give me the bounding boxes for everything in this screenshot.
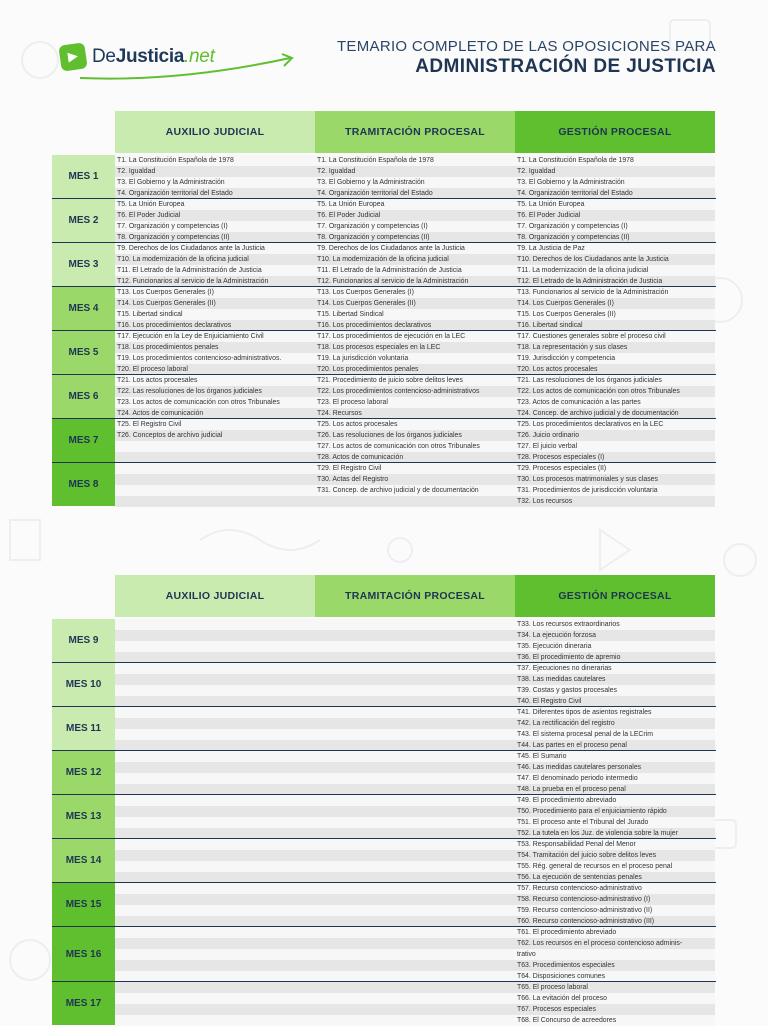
topic-cell: T61. El procedimiento abreviado <box>515 927 715 938</box>
topic-cell <box>115 1015 315 1026</box>
topic-cell <box>115 861 315 872</box>
topic-cell: T40. El Registro Civil <box>515 696 715 707</box>
table-row <box>115 850 715 861</box>
topic-cell: T23. Actos de comunicación a las partes <box>515 397 715 408</box>
topic-cell <box>315 806 515 817</box>
topic-cell: T22. Las resoluciones de los órganos judiciales <box>115 386 315 397</box>
topic-cell: T28. Actos de comunicación <box>315 452 515 463</box>
table-row <box>115 265 715 276</box>
topic-cell: T1. La Constitución Española de 1978 <box>115 155 315 166</box>
topic-cell: T19. La jurisdicción voluntaria <box>315 353 515 364</box>
topic-cell: T14. Los Cuerpos Generales (II) <box>315 298 515 309</box>
topic-cell: T24. Concep. de archivo judicial y de documentación <box>515 408 715 419</box>
column-header: TRAMITACIÓN PROCESAL <box>315 575 515 617</box>
topic-cell: T37. Ejecuciones no dinerarias <box>515 663 715 674</box>
topic-cell: T4. Organización territorial del Estado <box>315 188 515 199</box>
table-row <box>115 883 715 894</box>
month-separator <box>52 374 716 375</box>
topic-cell <box>115 982 315 993</box>
topic-cell: T32. Los recursos <box>515 496 715 507</box>
month-label: MES 17 <box>52 982 115 1025</box>
topic-cell <box>315 927 515 938</box>
topic-cell: T30. Los procesos matrimoniales y sus clases <box>515 474 715 485</box>
topic-cell: T24. Recursos <box>315 408 515 419</box>
topic-cell: T14. Los Cuerpos Generales (I) <box>515 298 715 309</box>
topic-cell: T8. Organización y competencias (II) <box>315 232 515 243</box>
topic-cell: T26. Conceptos de archivo judicial <box>115 430 315 441</box>
topic-cell: T28. Procesos especiales (I) <box>515 452 715 463</box>
topic-cell <box>115 850 315 861</box>
topic-cell: T11. La modernización de la oficina judicial <box>515 265 715 276</box>
topic-cell: T54. Tramitación del juicio sobre delitos leves <box>515 850 715 861</box>
topic-cell: T26. Juicio ordinario <box>515 430 715 441</box>
topic-cell: T13. Funcionarios al servicio de la Administración <box>515 287 715 298</box>
table-row <box>115 155 715 166</box>
topic-cell: T5. La Unión Europea <box>115 199 315 210</box>
table-row <box>115 729 715 740</box>
topic-cell: T12. El Letrado de la Administración de Justicia <box>515 276 715 287</box>
topic-cell: T24. Actos de comunicación <box>115 408 315 419</box>
topic-cell <box>315 993 515 1004</box>
table-row <box>115 630 715 641</box>
topic-cell: T49. El procedimiento abreviado <box>515 795 715 806</box>
topic-cell: T47. El denominado periodo intermedio <box>515 773 715 784</box>
topic-cell: T1. La Constitución Española de 1978 <box>515 155 715 166</box>
table-row <box>115 905 715 916</box>
topic-cell <box>315 674 515 685</box>
month-separator <box>52 198 716 199</box>
table-row <box>115 463 715 474</box>
topic-cell: T4. Organización territorial del Estado <box>115 188 315 199</box>
topic-cell: T5. La Unión Europea <box>515 199 715 210</box>
table-row <box>115 496 715 507</box>
month-separator <box>52 242 716 243</box>
topic-cell: T7. Organización y competencias (I) <box>515 221 715 232</box>
topic-cell: T5. La Unión Europea <box>315 199 515 210</box>
topic-cell: T15. Libertad sindical <box>115 309 315 320</box>
table-row <box>115 166 715 177</box>
topic-cell: T33. Los recursos extraordinarios <box>515 619 715 630</box>
topic-cell: T15. Los Cuerpos Generales (II) <box>515 309 715 320</box>
topic-cell: T2. Igualdad <box>515 166 715 177</box>
topic-cell: T3. El Gobierno y la Administración <box>315 177 515 188</box>
table-row <box>115 485 715 496</box>
topic-cell <box>315 663 515 674</box>
topic-cell <box>315 960 515 971</box>
topic-cell: T39. Costas y gastos procesales <box>515 685 715 696</box>
topic-cell <box>115 927 315 938</box>
topic-cell: T59. Recurso contencioso-administrativo (II) <box>515 905 715 916</box>
month-label: MES 6 <box>52 375 115 418</box>
table-row <box>115 795 715 806</box>
topic-cell: T63. Procedimientos especiales <box>515 960 715 971</box>
title-line-2: ADMINISTRACIÓN DE JUSTICIA <box>415 56 716 77</box>
topic-cell: T17. Ejecución en la Ley de Enjuiciamiento Civil <box>115 331 315 342</box>
topic-cell: T11. El Letrado de la Administración de Justicia <box>315 265 515 276</box>
topic-cell <box>115 1004 315 1015</box>
topic-cell: T52. La tutela en los Juz. de violencia sobre la mujer <box>515 828 715 839</box>
table-row <box>115 674 715 685</box>
month-label: MES 4 <box>52 287 115 330</box>
topic-cell: T35. Ejecución dineraria <box>515 641 715 652</box>
topic-cell: T13. Los Cuerpos Generales (I) <box>315 287 515 298</box>
topic-cell <box>115 663 315 674</box>
topic-cell <box>315 1015 515 1026</box>
month-label: MES 8 <box>52 463 115 506</box>
topic-cell: T55. Rég. general de recursos en el proceso penal <box>515 861 715 872</box>
column-header: GESTIÓN PROCESAL <box>515 575 715 617</box>
topic-cell <box>315 630 515 641</box>
month-label: MES 7 <box>52 419 115 462</box>
topic-cell <box>315 982 515 993</box>
topic-cell <box>315 795 515 806</box>
topic-cell: T22. Los procedimientos contencioso-administrativos <box>315 386 515 397</box>
topic-cell: T42. La rectificación del registro <box>515 718 715 729</box>
table-row <box>115 375 715 386</box>
title-line-1: TEMARIO COMPLETO DE LAS OPOSICIONES PARA <box>336 38 716 55</box>
table-row <box>115 177 715 188</box>
table-row <box>115 386 715 397</box>
topic-cell: T25. El Registro Civil <box>115 419 315 430</box>
topic-cell: T2. Igualdad <box>315 166 515 177</box>
topic-cell <box>315 938 515 949</box>
table-row <box>115 342 715 353</box>
topic-cell: T27. El juicio verbal <box>515 441 715 452</box>
table-row <box>115 663 715 674</box>
table-row <box>115 254 715 265</box>
topic-cell <box>115 938 315 949</box>
topic-cell: T9. Derechos de los Ciudadanos ante la Justicia <box>315 243 515 254</box>
topic-cell: T3. El Gobierno y la Administración <box>115 177 315 188</box>
topic-cell: T10. La modernización de la oficina judicial <box>315 254 515 265</box>
topic-cell: T20. El proceso laboral <box>115 364 315 375</box>
topic-cell: T25. Los procedimientos declarativos en la LEC <box>515 419 715 430</box>
month-label: MES 2 <box>52 199 115 242</box>
topic-cell: T68. El Concurso de acreedores <box>515 1015 715 1026</box>
topic-cell <box>315 496 515 507</box>
topic-cell <box>115 839 315 850</box>
topic-cell: trativo <box>515 949 715 960</box>
topic-cell: T12. Funcionarios al servicio de la Administración <box>315 276 515 287</box>
topic-cell: T43. El sistema procesal penal de la LECrim <box>515 729 715 740</box>
topic-cell: T8. Organización y competencias (II) <box>515 232 715 243</box>
topic-cell <box>315 894 515 905</box>
month-label: MES 11 <box>52 707 115 750</box>
topic-cell: T25. Los actos procesales <box>315 419 515 430</box>
topic-cell: T62. Los recursos en el proceso contencioso adminis- <box>515 938 715 949</box>
topic-cell: T15. Libertad Sindical <box>315 309 515 320</box>
topic-cell <box>115 474 315 485</box>
topic-cell <box>115 441 315 452</box>
month-label: MES 10 <box>52 663 115 706</box>
topic-cell <box>315 1004 515 1015</box>
topic-cell <box>315 641 515 652</box>
topic-cell <box>115 718 315 729</box>
topic-cell <box>315 850 515 861</box>
table-row <box>115 309 715 320</box>
topic-cell <box>115 619 315 630</box>
table-row <box>115 861 715 872</box>
table-row <box>115 806 715 817</box>
topic-cell <box>115 641 315 652</box>
table-row <box>115 221 715 232</box>
topic-cell: T11. El Letrado de la Administración de Justicia <box>115 265 315 276</box>
month-label: MES 1 <box>52 155 115 198</box>
topic-cell <box>115 485 315 496</box>
topic-cell: T21. Las resoluciones de los órganos judiciales <box>515 375 715 386</box>
topic-cell <box>115 707 315 718</box>
topic-cell <box>315 685 515 696</box>
table-row <box>115 949 715 960</box>
topic-cell: T18. La representación y sus clases <box>515 342 715 353</box>
table-row <box>115 331 715 342</box>
table-row <box>115 817 715 828</box>
topic-cell: T38. Las medidas cautelares <box>515 674 715 685</box>
month-label: MES 9 <box>52 619 115 662</box>
topic-cell: T14. Los Cuerpos Generales (II) <box>115 298 315 309</box>
topic-cell <box>115 795 315 806</box>
topic-cell <box>315 839 515 850</box>
topic-cell: T23. El proceso laboral <box>315 397 515 408</box>
table-row <box>115 894 715 905</box>
topic-cell: T31. Procedimientos de jurisdicción voluntaria <box>515 485 715 496</box>
topic-cell: T6. El Poder Judicial <box>515 210 715 221</box>
topic-cell <box>115 960 315 971</box>
table-row <box>115 938 715 949</box>
topic-cell <box>315 707 515 718</box>
month-label: MES 5 <box>52 331 115 374</box>
topic-cell: T6. El Poder Judicial <box>115 210 315 221</box>
column-header: AUXILIO JUDICIAL <box>115 575 315 617</box>
table-row <box>115 430 715 441</box>
topic-cell: T2. Igualdad <box>115 166 315 177</box>
topic-cell <box>315 718 515 729</box>
page-header <box>0 0 768 100</box>
topic-cell: T18. Los procedimientos penales <box>115 342 315 353</box>
topic-cell <box>115 894 315 905</box>
topic-cell: T31. Concep. de archivo judicial y de documentación <box>315 485 515 496</box>
topic-cell: T30. Actas del Registro <box>315 474 515 485</box>
topic-cell <box>115 674 315 685</box>
topic-cell: T9. Derechos de los Ciudadanos ante la Justicia <box>115 243 315 254</box>
topic-cell: T6. El Poder Judicial <box>315 210 515 221</box>
topic-cell <box>315 729 515 740</box>
topic-cell: T16. Los procedimientos declarativos <box>115 320 315 331</box>
month-separator <box>52 750 716 751</box>
topic-cell: T51. El proceso ante el Tribunal del Jurado <box>515 817 715 828</box>
topic-cell <box>115 496 315 507</box>
table-row <box>115 199 715 210</box>
topic-cell <box>315 861 515 872</box>
month-separator <box>52 706 716 707</box>
logo-text: DeJusticia.net <box>92 46 215 67</box>
table-row <box>115 397 715 408</box>
topic-cell: T34. La ejecución forzosa <box>515 630 715 641</box>
month-label: MES 14 <box>52 839 115 882</box>
month-label: MES 15 <box>52 883 115 926</box>
month-separator <box>52 838 716 839</box>
table-row <box>115 773 715 784</box>
month-separator <box>52 926 716 927</box>
topic-cell: T16. Libertad sindical <box>515 320 715 331</box>
table-row <box>115 441 715 452</box>
topic-cell: T17. Los procedimientos de ejecución en la LEC <box>315 331 515 342</box>
topic-cell: T8. Organización y competencias (II) <box>115 232 315 243</box>
table-row <box>115 353 715 364</box>
topic-cell: T50. Procedimiento para el enjuiciamiento rápido <box>515 806 715 817</box>
table-row <box>115 751 715 762</box>
topic-cell <box>315 949 515 960</box>
topic-cell: T27. Los actos de comunicación con otros Tribunales <box>315 441 515 452</box>
topic-cell: T7. Organización y competencias (I) <box>315 221 515 232</box>
topic-cell <box>315 817 515 828</box>
topic-cell <box>115 883 315 894</box>
topic-cell <box>315 773 515 784</box>
topic-cell: T64. Disposiciones comunes <box>515 971 715 982</box>
table-row <box>115 287 715 298</box>
topic-cell <box>115 817 315 828</box>
topic-cell: T19. Jurisdicción y competencia <box>515 353 715 364</box>
topic-cell: T41. Diferentes tipos de asientos registrales <box>515 707 715 718</box>
topic-cell: T53. Responsabilidad Penal del Menor <box>515 839 715 850</box>
table-row <box>115 685 715 696</box>
column-header: TRAMITACIÓN PROCESAL <box>315 111 515 153</box>
month-label: MES 3 <box>52 243 115 286</box>
topic-cell: T7. Organización y competencias (I) <box>115 221 315 232</box>
topic-cell: T60. Recurso contencioso-administrativo (III) <box>515 916 715 927</box>
topic-cell <box>315 619 515 630</box>
topic-cell: T17. Cuestiones generales sobre el proceso civil <box>515 331 715 342</box>
logo-swoosh <box>60 46 300 86</box>
month-label: MES 13 <box>52 795 115 838</box>
syllabus-table-1 <box>52 111 716 506</box>
topic-cell: T67. Procesos especiales <box>515 1004 715 1015</box>
topic-cell <box>315 751 515 762</box>
topic-cell: T20. Los procedimientos penales <box>315 364 515 375</box>
topic-cell <box>115 806 315 817</box>
topic-cell: T29. Procesos especiales (II) <box>515 463 715 474</box>
topic-cell <box>115 905 315 916</box>
table-row <box>115 762 715 773</box>
table-row <box>115 960 715 971</box>
syllabus-table-2 <box>52 575 716 1024</box>
topic-cell: T21. Los actos procesales <box>115 375 315 386</box>
table-row <box>115 619 715 630</box>
topic-cell: T44. Las partes en el proceso penal <box>515 740 715 751</box>
topic-cell: T58. Recurso contencioso-administrativo (I) <box>515 894 715 905</box>
topic-cell: T9. La Justicia de Paz <box>515 243 715 254</box>
topic-cell <box>315 905 515 916</box>
month-separator <box>52 462 716 463</box>
table-header <box>115 111 715 153</box>
month-separator <box>52 794 716 795</box>
month-separator <box>52 330 716 331</box>
topic-cell: T26. Las resoluciones de los órganos judiciales <box>315 430 515 441</box>
topic-cell: T66. La evitación del proceso <box>515 993 715 1004</box>
table-row <box>115 1004 715 1015</box>
month-separator <box>52 662 716 663</box>
topic-cell <box>315 762 515 773</box>
table-row <box>115 243 715 254</box>
table-row <box>115 982 715 993</box>
table-header <box>115 575 715 617</box>
topic-cell <box>115 773 315 784</box>
month-separator <box>52 981 716 982</box>
topic-cell: T3. El Gobierno y la Administración <box>515 177 715 188</box>
month-separator <box>52 882 716 883</box>
topic-cell: T21. Procedimiento de juicio sobre delitos leves <box>315 375 515 386</box>
topic-cell <box>115 949 315 960</box>
topic-cell: T56. La ejecución de sentencias penales <box>515 872 715 883</box>
table-row <box>115 474 715 485</box>
topic-cell <box>115 762 315 773</box>
topic-cell <box>315 883 515 894</box>
table-row <box>115 927 715 938</box>
topic-cell <box>115 685 315 696</box>
topic-cell: T45. El Sumario <box>515 751 715 762</box>
topic-cell: T23. Los actos de comunicación con otros Tribunales <box>115 397 315 408</box>
month-separator <box>52 418 716 419</box>
table-row <box>115 298 715 309</box>
topic-cell <box>115 630 315 641</box>
topic-cell: T18. Los procesos especiales en la LEC <box>315 342 515 353</box>
topic-cell: T1. La Constitución Española de 1978 <box>315 155 515 166</box>
topic-cell: T22. Los actos de comunicación con otros Tribunales <box>515 386 715 397</box>
topic-cell: T4. Organización territorial del Estado <box>515 188 715 199</box>
topic-cell: T57. Recurso contencioso-administrativo <box>515 883 715 894</box>
topic-cell: T12. Funcionarios al servicio de la Administración <box>115 276 315 287</box>
topic-cell: T16. Los procedimientos declarativos <box>315 320 515 331</box>
topic-cell <box>115 993 315 1004</box>
topic-cell: T10. La modernización de la oficina judicial <box>115 254 315 265</box>
table-row <box>115 993 715 1004</box>
table-row <box>115 210 715 221</box>
table-row <box>115 718 715 729</box>
topic-cell: T10. Derechos de los Ciudadanos ante la Justicia <box>515 254 715 265</box>
topic-cell: T46. Las medidas cautelares personales <box>515 762 715 773</box>
topic-cell: T36. El procedimiento de apremio <box>515 652 715 663</box>
month-label: MES 12 <box>52 751 115 794</box>
month-separator <box>52 286 716 287</box>
topic-cell: T48. La prueba en el proceso penal <box>515 784 715 795</box>
topic-cell: T20. Los actos procesales <box>515 364 715 375</box>
topic-cell <box>115 463 315 474</box>
table-row <box>115 707 715 718</box>
table-row <box>115 1015 715 1026</box>
column-header: GESTIÓN PROCESAL <box>515 111 715 153</box>
topic-cell <box>115 751 315 762</box>
table-row <box>115 419 715 430</box>
topic-cell <box>115 729 315 740</box>
topic-cell: T29. El Registro Civil <box>315 463 515 474</box>
table-row <box>115 641 715 652</box>
column-header: AUXILIO JUDICIAL <box>115 111 315 153</box>
topic-cell: T65. El proceso laboral <box>515 982 715 993</box>
month-label: MES 16 <box>52 927 115 981</box>
table-row <box>115 839 715 850</box>
topic-cell: T19. Los procedimientos contencioso-administrativos. <box>115 353 315 364</box>
topic-cell: T13. Los Cuerpos Generales (I) <box>115 287 315 298</box>
